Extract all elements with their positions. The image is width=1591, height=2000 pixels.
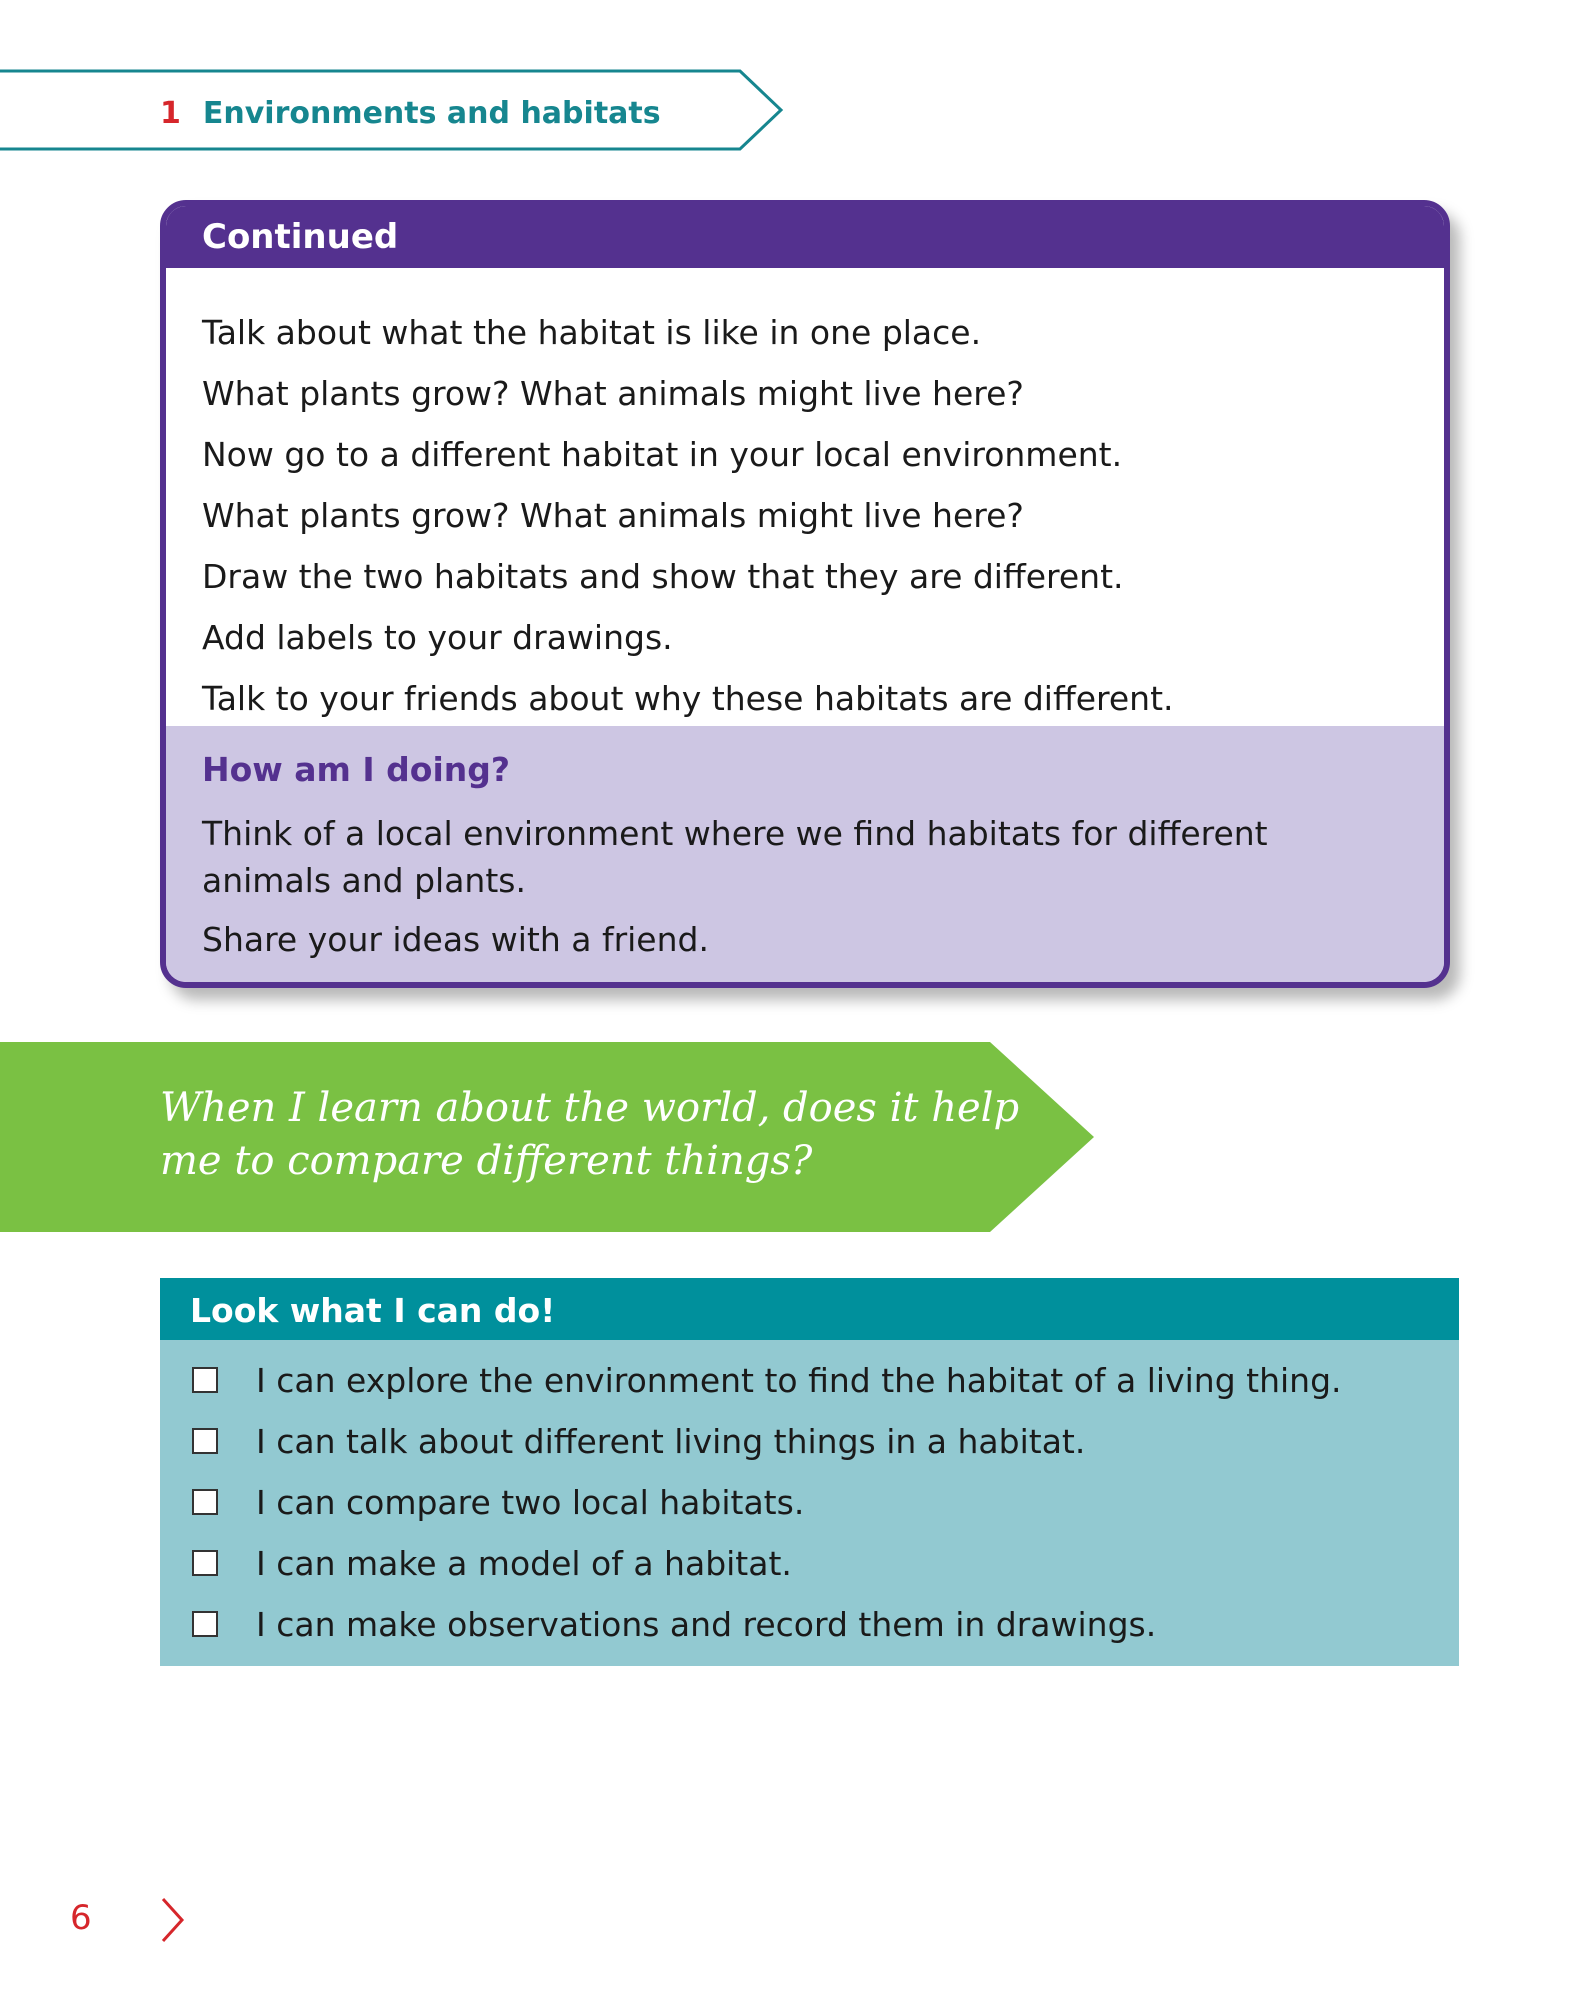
can-do-item-label: I can make observations and record them in drawings. <box>256 1605 1157 1644</box>
can-do-item <box>160 1411 1459 1472</box>
chevron-right-icon <box>158 1895 188 1945</box>
chapter-number: 1 <box>160 96 181 131</box>
can-do-item <box>160 1472 1459 1533</box>
can-do-heading: Look what I can do! <box>160 1278 1459 1340</box>
can-do-item-label: I can make a model of a habitat. <box>256 1544 792 1583</box>
can-do-list <box>160 1340 1459 1655</box>
can-do-item <box>160 1350 1459 1411</box>
instruction-line: Add labels to your drawings. <box>202 618 673 657</box>
reflection-question: When I learn about the world, does it help me to compare different things? <box>160 1085 1020 1184</box>
can-do-checkbox[interactable] <box>192 1428 218 1454</box>
page-number: 6 <box>70 1898 92 1938</box>
instruction-line: Talk about what the habitat is like in one place. <box>202 313 982 352</box>
chapter-label <box>160 96 661 131</box>
instruction-line: What plants grow? What animals might live here? <box>202 496 1024 535</box>
can-do-checkbox[interactable] <box>192 1611 218 1637</box>
chapter-header <box>0 68 800 158</box>
activity-box <box>160 200 1450 988</box>
can-do-item <box>160 1594 1459 1655</box>
self-check-line: Think of a local environment where we find habitats for different animals and plants. <box>202 814 1268 900</box>
can-do-item-label: I can compare two local habitats. <box>256 1483 805 1522</box>
can-do-checkbox[interactable] <box>192 1367 218 1393</box>
chapter-title: Environments and habitats <box>202 96 661 131</box>
reflection-banner <box>0 1042 1100 1232</box>
can-do-item <box>160 1533 1459 1594</box>
instruction-line: Now go to a different habitat in your local environment. <box>202 435 1123 474</box>
instruction-line: Draw the two habitats and show that they are different. <box>202 557 1124 596</box>
can-do-box <box>160 1278 1459 1666</box>
can-do-item-label: I can explore the environment to find the habitat of a living thing. <box>256 1361 1342 1400</box>
self-check-line: Share your ideas with a friend. <box>202 920 709 959</box>
self-check-section <box>166 726 1444 988</box>
can-do-checkbox[interactable] <box>192 1550 218 1576</box>
self-check-heading: How am I doing? <box>202 750 511 789</box>
activity-instructions <box>166 268 1444 726</box>
instruction-line: Talk to your friends about why these habitats are different. <box>202 679 1174 718</box>
can-do-checkbox[interactable] <box>192 1489 218 1515</box>
can-do-item-label: I can talk about different living things in a habitat. <box>256 1422 1086 1461</box>
activity-heading: Continued <box>166 206 1444 268</box>
instruction-line: What plants grow? What animals might live here? <box>202 374 1024 413</box>
